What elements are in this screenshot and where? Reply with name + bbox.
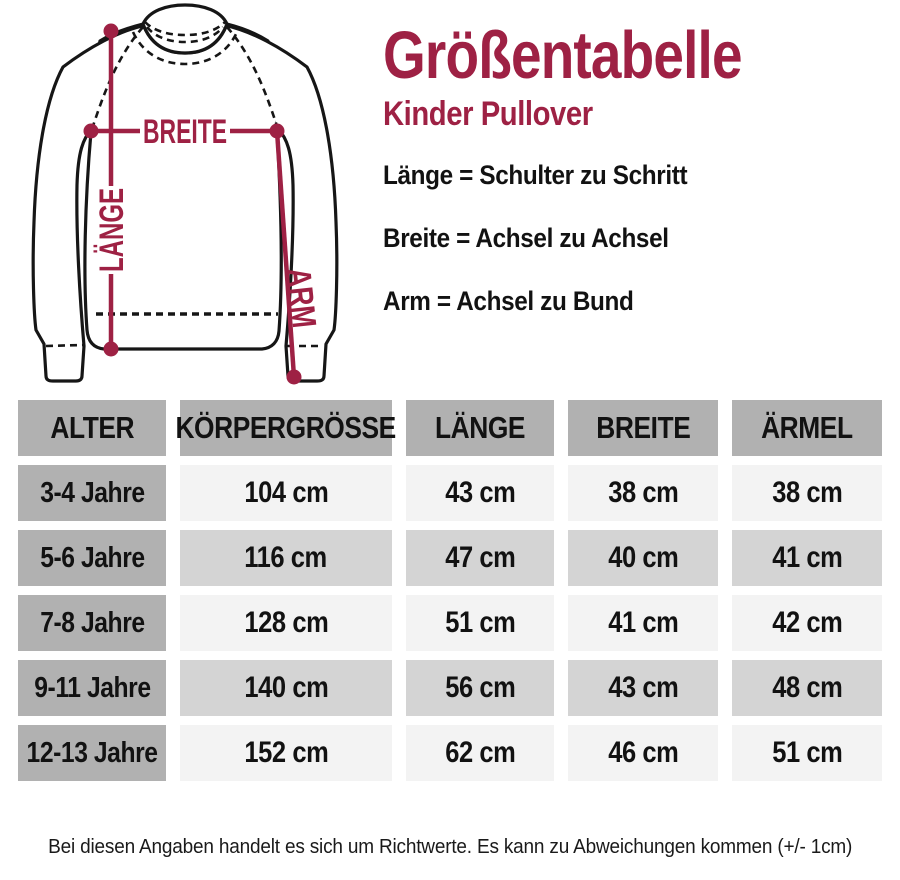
sweater-diagram (0, 0, 370, 395)
column-header-koerpergroesse (175, 400, 397, 456)
width-value: 41 cm (607, 606, 679, 639)
column-header-label: KÖRPERGRÖSSE (175, 410, 397, 445)
age-value: 5-6 Jahre (39, 541, 145, 574)
laenge-top-dot (104, 24, 119, 39)
row-label (18, 465, 166, 521)
measurement-definitions (383, 160, 721, 349)
arm-end-dot (287, 370, 302, 385)
length-value: 43 cm (444, 476, 516, 509)
table-cell (732, 725, 882, 781)
height-value: 140 cm (244, 671, 328, 704)
table-cell (406, 465, 554, 521)
width-value: 40 cm (607, 541, 679, 574)
table-cell (180, 660, 392, 716)
age-value: 9-11 Jahre (33, 671, 151, 704)
sleeve-value: 42 cm (771, 606, 843, 639)
table-cell (180, 465, 392, 521)
table-cell (180, 530, 392, 586)
age-value: 3-4 Jahre (39, 476, 145, 509)
table-cell (732, 530, 882, 586)
sleeve-value: 48 cm (771, 671, 843, 704)
column-header-label: ALTER (50, 410, 134, 445)
row-label (18, 660, 166, 716)
table-cell (568, 595, 718, 651)
column-header-label: LÄNGE (434, 410, 526, 445)
sleeve-value: 38 cm (771, 476, 843, 509)
breite-left-dot (84, 124, 99, 139)
column-header-breite (568, 400, 718, 456)
table-cell (568, 465, 718, 521)
column-header-alter (18, 400, 166, 456)
footer-note (0, 836, 900, 859)
table-cell (406, 595, 554, 651)
width-value: 46 cm (607, 736, 679, 769)
age-value: 12-13 Jahre (26, 736, 158, 769)
table-cell (732, 595, 882, 651)
row-label (18, 530, 166, 586)
laenge-label: LÄNGE (93, 153, 131, 272)
age-value: 7-8 Jahre (39, 606, 145, 639)
size-table (18, 400, 882, 781)
table-cell (180, 595, 392, 651)
page-subtitle: Kinder Pullover (383, 95, 593, 133)
column-header-label: BREITE (595, 410, 691, 445)
title-block (383, 18, 820, 133)
breite-label: BREITE (143, 113, 227, 151)
breite-right-dot (270, 124, 285, 139)
row-label (18, 595, 166, 651)
row-label (18, 725, 166, 781)
laenge-bottom-dot (104, 342, 119, 357)
table-cell (406, 660, 554, 716)
table-cell (732, 660, 882, 716)
length-value: 62 cm (444, 736, 516, 769)
column-header-laenge (406, 400, 554, 456)
height-value: 128 cm (244, 606, 328, 639)
page-title: Größentabelle (383, 18, 742, 93)
sleeve-value: 41 cm (771, 541, 843, 574)
height-value: 104 cm (244, 476, 328, 509)
definition-laenge: Länge = Schulter zu Schritt (383, 160, 688, 190)
table-cell (568, 660, 718, 716)
table-cell (568, 725, 718, 781)
height-value: 116 cm (244, 541, 328, 574)
length-value: 47 cm (444, 541, 516, 574)
footer-note-text: Bei diesen Angaben handelt es sich um Richtwerte. Es kann zu Abweichungen kommen (+/- 1cm) (47, 836, 853, 858)
table-cell (406, 530, 554, 586)
width-value: 43 cm (607, 671, 679, 704)
column-header-label: ÄRMEL (761, 410, 853, 445)
width-value: 38 cm (607, 476, 679, 509)
height-value: 152 cm (244, 736, 328, 769)
table-cell (568, 530, 718, 586)
definition-breite: Breite = Achsel zu Achsel (383, 223, 669, 253)
arm-label: ARM (278, 266, 325, 348)
length-value: 51 cm (444, 606, 516, 639)
table-cell (732, 465, 882, 521)
table-cell (406, 725, 554, 781)
sleeve-value: 51 cm (771, 736, 843, 769)
table-cell (180, 725, 392, 781)
length-value: 56 cm (444, 671, 516, 704)
column-header-aermel (732, 400, 882, 456)
definition-arm: Arm = Achsel zu Bund (383, 286, 634, 316)
